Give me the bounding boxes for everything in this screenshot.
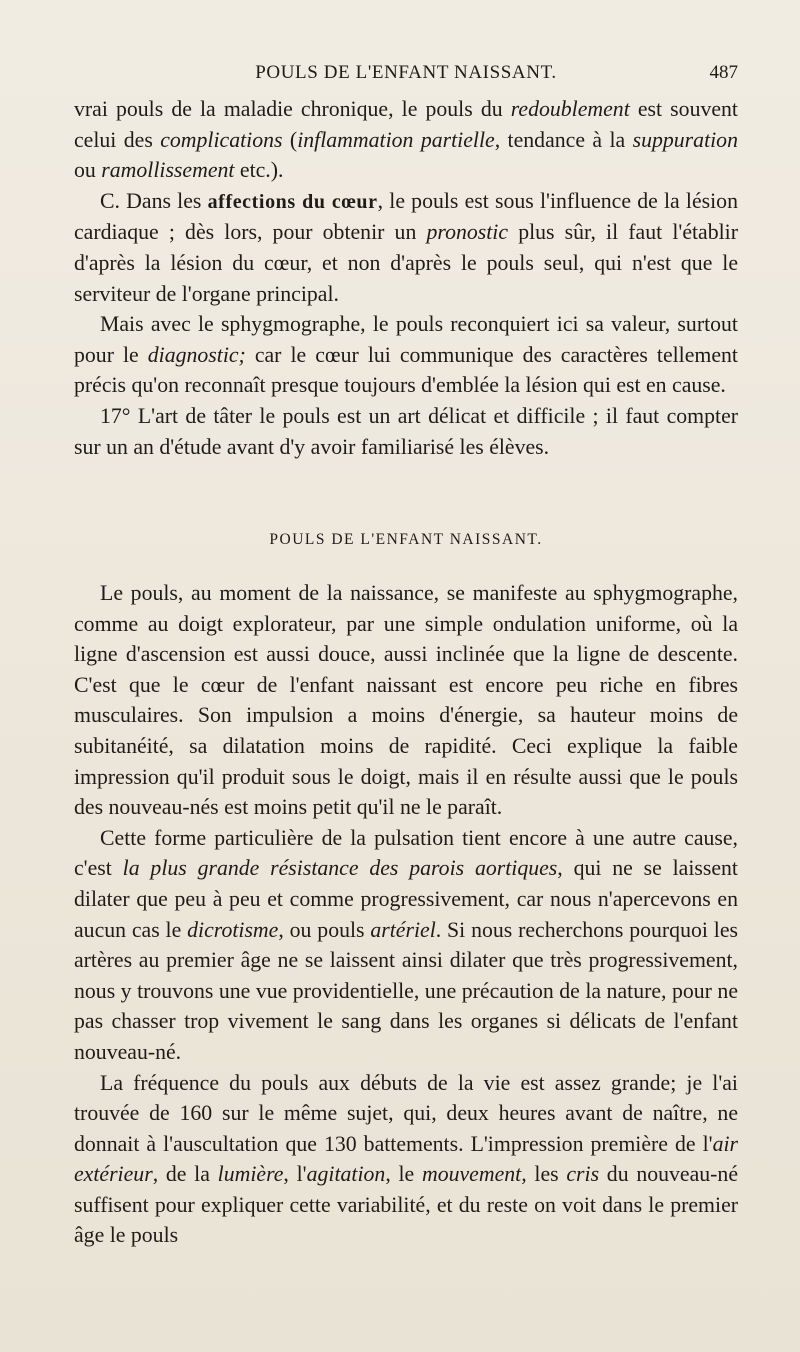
bold-term: affections du cœur	[207, 190, 378, 213]
paragraph-sphygmographe: Mais avec le sphygmographe, le pouls reconquiert ici sa valeur, surtout pour le diagnostic; car le cœur lui communique des caractères tellement précis qu'on reconnaît presque toujours d'emblée la lésion qui est en cause.	[74, 312, 738, 398]
paragraph-forme-pulsation: Cette forme particulière de la pulsation tient encore à une autre cause, c'est la plus grande résistance des parois aortiques, qui ne se laissent dilater que peu à peu et comme progressivement, car nous n'apercevons en aucun cas le dicrotisme, ou pouls artériel. Si nous recherchons pourquoi les artères au premier âge ne se laissent ainsi dilater que très progressivement, nous y trouvons une vue providentielle, une précaution de la nature, pour ne pas chasser trop vivement le sang dans les organes si délicats de l'enfant nouveau-né.	[74, 825, 738, 1064]
paragraph-naissance: Le pouls, au moment de la naissance, se manifeste au sphygmographe, comme au doigt explorateur, par une simple ondulation uniforme, où la ligne d'ascension est aussi douce, aussi inclinée que la ligne de descente. C'est que le cœur de l'enfant naissant est encore peu riche en fibres musculaires. Son impulsion a moins d'énergie, sa hauteur moins de subitanéité, sa dilatation moins de rapidité. Ceci explique la faible impression qu'il produit sous le doigt, mais il en résulte aussi que le pouls des nouveau-nés est moins petit qu'il ne le paraît.	[74, 581, 738, 820]
page-header	[74, 58, 738, 88]
text-block-bottom	[74, 578, 738, 1251]
paragraph-frequence: La fréquence du pouls aux débuts de la vie est assez grande; je l'ai trouvée de 160 sur le même sujet, qui, deux heures avant de naître, ne donnait à l'auscultation que 130 battements. L'impression première de l'air extérieur, de la lumière, l'agitation, le mouvement, les cris du nouveau-né suffisent pour expliquer cette variabilité, et du reste on voit dans le premier âge le pouls	[74, 1070, 738, 1248]
paragraph-affections-coeur: C. Dans les affections du cœur, le pouls est sous l'influence de la lésion cardiaque ; dès lors, pour obtenir un pronostic plus sûr, il faut l'établir d'après la lésion du cœur, et non d'après le pouls seul, qui n'est que le serviteur de l'organe principal.	[74, 188, 738, 306]
running-title: POULS DE L'ENFANT NAISSANT.	[255, 62, 557, 83]
section-title: POULS DE L'ENFANT NAISSANT.	[269, 531, 543, 548]
paragraph-continuation: vrai pouls de la maladie chronique, le pouls du redoublement est souvent celui des complications (inflammation partielle, tendance à la suppuration ou ramollissement etc.).	[74, 97, 738, 183]
page-number: 487	[709, 62, 738, 83]
text-block-top	[74, 94, 738, 462]
paragraph-art-tater: 17° L'art de tâter le pouls est un art délicat et difficile ; il faut compter sur un an d'étude avant d'y avoir familiarisé les élèves.	[74, 403, 738, 459]
